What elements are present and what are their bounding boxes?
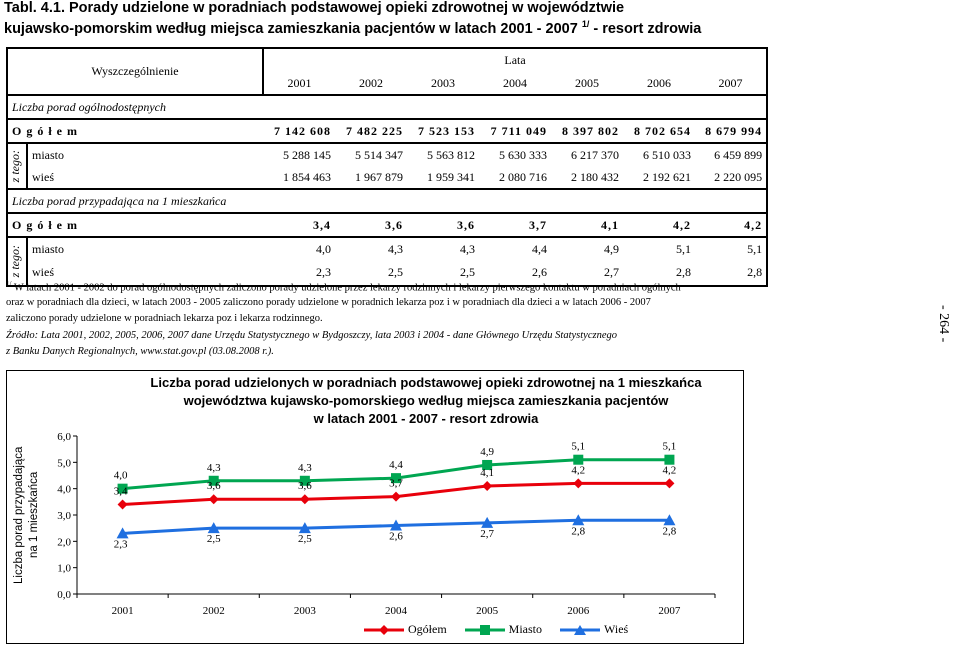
table-cell: 7 142 608 (263, 119, 335, 143)
table-cell: 4,0 (263, 237, 335, 260)
table-cell: 3,6 (335, 213, 407, 237)
x-tick-label: 2006 (567, 605, 590, 617)
table-cell: 1 959 341 (427, 169, 476, 184)
y-tick-label: 1,0 (57, 562, 71, 575)
y-tick-label: 3,0 (57, 510, 71, 522)
y-tick-label: 2,0 (57, 536, 71, 549)
table-cell: 2 180 432 (571, 169, 620, 184)
table-cell: 7 523 153 (407, 119, 479, 143)
data-label: 4,2 (571, 464, 586, 477)
x-tick-label: 2005 (476, 605, 499, 617)
table-cell: 6 510 033 (623, 143, 695, 166)
table-cell: 5,1 (623, 237, 695, 260)
table-cell: 6 217 370 (551, 143, 623, 166)
table-cell: 2,5 (407, 260, 479, 286)
row-label-city: miasto (27, 143, 263, 166)
data-label: 4,0 (113, 469, 128, 482)
data-point (391, 492, 401, 502)
legend-swatch-miasto (465, 624, 505, 636)
year-header: 2001 (287, 75, 312, 90)
data-label: 2,5 (297, 533, 312, 546)
table-cell: 3,4 (263, 213, 335, 237)
legend-item-wies (560, 622, 628, 637)
row-label-village: wieś (27, 260, 263, 286)
table-cell: 7 711 049 (479, 119, 551, 143)
data-label: 3,6 (297, 480, 312, 493)
table-cell: 5 563 812 (407, 143, 479, 166)
data-point (573, 478, 583, 488)
section-label-porady: Liczba porad ogólnodostępnych (7, 95, 767, 119)
section-label-per-capita: Liczba porad przypadająca na 1 mieszkańca (7, 189, 767, 213)
table-cell: 1 967 879 (355, 169, 404, 184)
footnote-marker: 1/ (6, 280, 12, 288)
table-cell: 4,2 (695, 213, 767, 237)
data-point (300, 494, 310, 504)
data-label: 4,9 (480, 445, 495, 458)
header-specification: Wyszczególnienie (7, 48, 263, 95)
title-footnote-marker: 1/ (581, 19, 590, 29)
chart-title-line2: województwa kujawsko-pomorskiego według miejsca zamieszkania pacjentów (183, 393, 669, 408)
table-cell: 2,3 (263, 260, 335, 286)
legend-label: Ogółem (408, 622, 447, 636)
data-label: 4,1 (480, 467, 495, 480)
data-point (209, 494, 219, 504)
table-cell: 2 080 716 (499, 169, 548, 184)
data-label: 4,4 (389, 459, 403, 472)
data-point (664, 478, 674, 488)
table-cell: 4,9 (551, 237, 623, 260)
x-tick-label: 2004 (385, 605, 407, 617)
year-header: 2003 (431, 75, 456, 90)
table-cell: 5 288 145 (263, 143, 335, 166)
data-label: 4,3 (297, 461, 312, 474)
row-label-total: O g ó ł e m (7, 119, 263, 143)
of-which-label: z tego: (8, 149, 22, 183)
table-cell: 5 630 333 (479, 143, 551, 166)
table-cell: 2,8 (695, 260, 767, 286)
table-cell: 4,4 (479, 237, 551, 260)
data-point (664, 455, 674, 465)
y-tick-label: 6,0 (57, 431, 71, 443)
data-point (118, 499, 128, 509)
data-point (573, 455, 583, 465)
x-tick-label: 2007 (658, 605, 681, 617)
table-cell: 8 702 654 (623, 119, 695, 143)
x-tick-label: 2002 (202, 605, 225, 617)
table-cell: 3,7 (479, 213, 551, 237)
data-label: 4,3 (206, 461, 221, 474)
year-header: 2005 (575, 75, 600, 90)
chart-legend (364, 622, 724, 640)
table-cell: 6 459 899 (695, 143, 767, 166)
table-cell: 2,7 (551, 260, 623, 286)
chart-y-axis-label: Liczba porad przypadająca na 1 mieszkańca (13, 446, 40, 584)
legend-swatch-ogolem (364, 624, 404, 636)
header-lata: Lata (263, 48, 767, 72)
data-label: 5,1 (571, 440, 586, 453)
source-line1: Źródło: Lata 2001, 2002, 2005, 2006, 2007 dane Urzędu Statystycznego w Bydgoszczy, lata 2003 i 2004 - dane Głównego Urzędu Statystycznego (6, 330, 617, 341)
title-line2-tail: - resort zdrowia (589, 20, 702, 37)
y-tick-label: 4,0 (57, 483, 71, 496)
row-label-city: miasto (27, 237, 263, 260)
table-cell: 2 192 621 (643, 169, 692, 184)
data-label: 2,8 (662, 525, 677, 538)
table-cell: 8 679 994 (695, 119, 767, 143)
legend-swatch-wies (560, 624, 600, 636)
chart-title-line1: Liczba porad udzielonych w poradniach podstawowej opieki zdrowotnej na 1 mieszkańca (150, 375, 702, 390)
table-cell: 7 482 225 (335, 119, 407, 143)
page-number: - 264 - (936, 305, 951, 343)
table-cell: 1 854 463 (283, 169, 332, 184)
data-label: 2,3 (113, 538, 128, 551)
x-tick-label: 2001 (111, 605, 134, 617)
of-which-label: z tego: (8, 245, 22, 278)
year-header: 2004 (503, 75, 528, 90)
footnote-text-1: W latach 2001 - 2002 do porad ogólnodostępnych zaliczono porady udzielone przez lekarzy rodzinnych i lekarzy pierwszego kontaktu w poradniach ogólnych (11, 282, 681, 294)
table-cell: 5,1 (695, 237, 767, 260)
chart-title-line3: w latach 2001 - 2007 - resort zdrowia (313, 411, 539, 426)
data-label: 5,1 (662, 440, 677, 453)
row-label-total: O g ó ł e m (7, 213, 263, 237)
table-cell: 2 220 095 (695, 166, 767, 189)
data-label: 3,4 (113, 485, 128, 498)
title-line2-text: kujawsko-pomorskim według miejsca zamieszkania pacjentów w latach 2001 - 2007 (4, 20, 578, 37)
data-label: 2,5 (206, 533, 221, 546)
source-line2: z Banku Danych Regionalnych, www.stat.gov.pl (03.08.2008 r.). (6, 346, 274, 357)
table-cell: 4,3 (335, 237, 407, 260)
data-label: 3,7 (389, 477, 403, 490)
legend-item-ogolem (364, 622, 447, 637)
legend-item-miasto (465, 622, 542, 637)
table-cell: 2,8 (623, 260, 695, 286)
data-label: 3,6 (206, 480, 221, 493)
footnote-line3: zaliczono porady udzielone w poradniach lekarza poz i lekarza rodzinnego. (6, 313, 323, 324)
row-label-village: wieś (27, 166, 263, 189)
table-cell: 4,2 (623, 213, 695, 237)
data-label: 2,6 (389, 530, 403, 543)
data-point (482, 481, 492, 491)
legend-label: Wieś (604, 622, 629, 636)
y-tick-label: 0,0 (57, 589, 71, 601)
data-label: 2,7 (480, 527, 495, 540)
data-label: 2,8 (571, 525, 586, 538)
table-cell: 2,5 (335, 260, 407, 286)
year-header: 2007 (695, 72, 767, 95)
table-cell: 4,3 (407, 237, 479, 260)
table-cell: 8 397 802 (551, 119, 623, 143)
legend-label: Miasto (508, 622, 543, 636)
table-title-line1: Tabl. 4.1. Porady udzielone w poradniach podstawowej opieki zdrowotnej w województwie (4, 0, 625, 16)
data-label: 4,2 (662, 464, 677, 477)
x-tick-label: 2003 (293, 605, 316, 617)
year-header: 2002 (359, 75, 384, 90)
table-cell: 5 514 347 (335, 143, 407, 166)
year-header: 2006 (647, 75, 672, 90)
table-cell: 2,6 (479, 260, 551, 286)
footnote-line2: oraz w poradniach dla dzieci, w latach 2003 - 2005 zaliczono porady udzielone w poradnich lekarza poz i w poradniach dla dzieci a w latach 2006 - 2007 (6, 297, 651, 308)
y-tick-label: 5,0 (57, 457, 71, 470)
table-cell: 3,6 (407, 213, 479, 237)
table-cell: 4,1 (551, 213, 623, 237)
